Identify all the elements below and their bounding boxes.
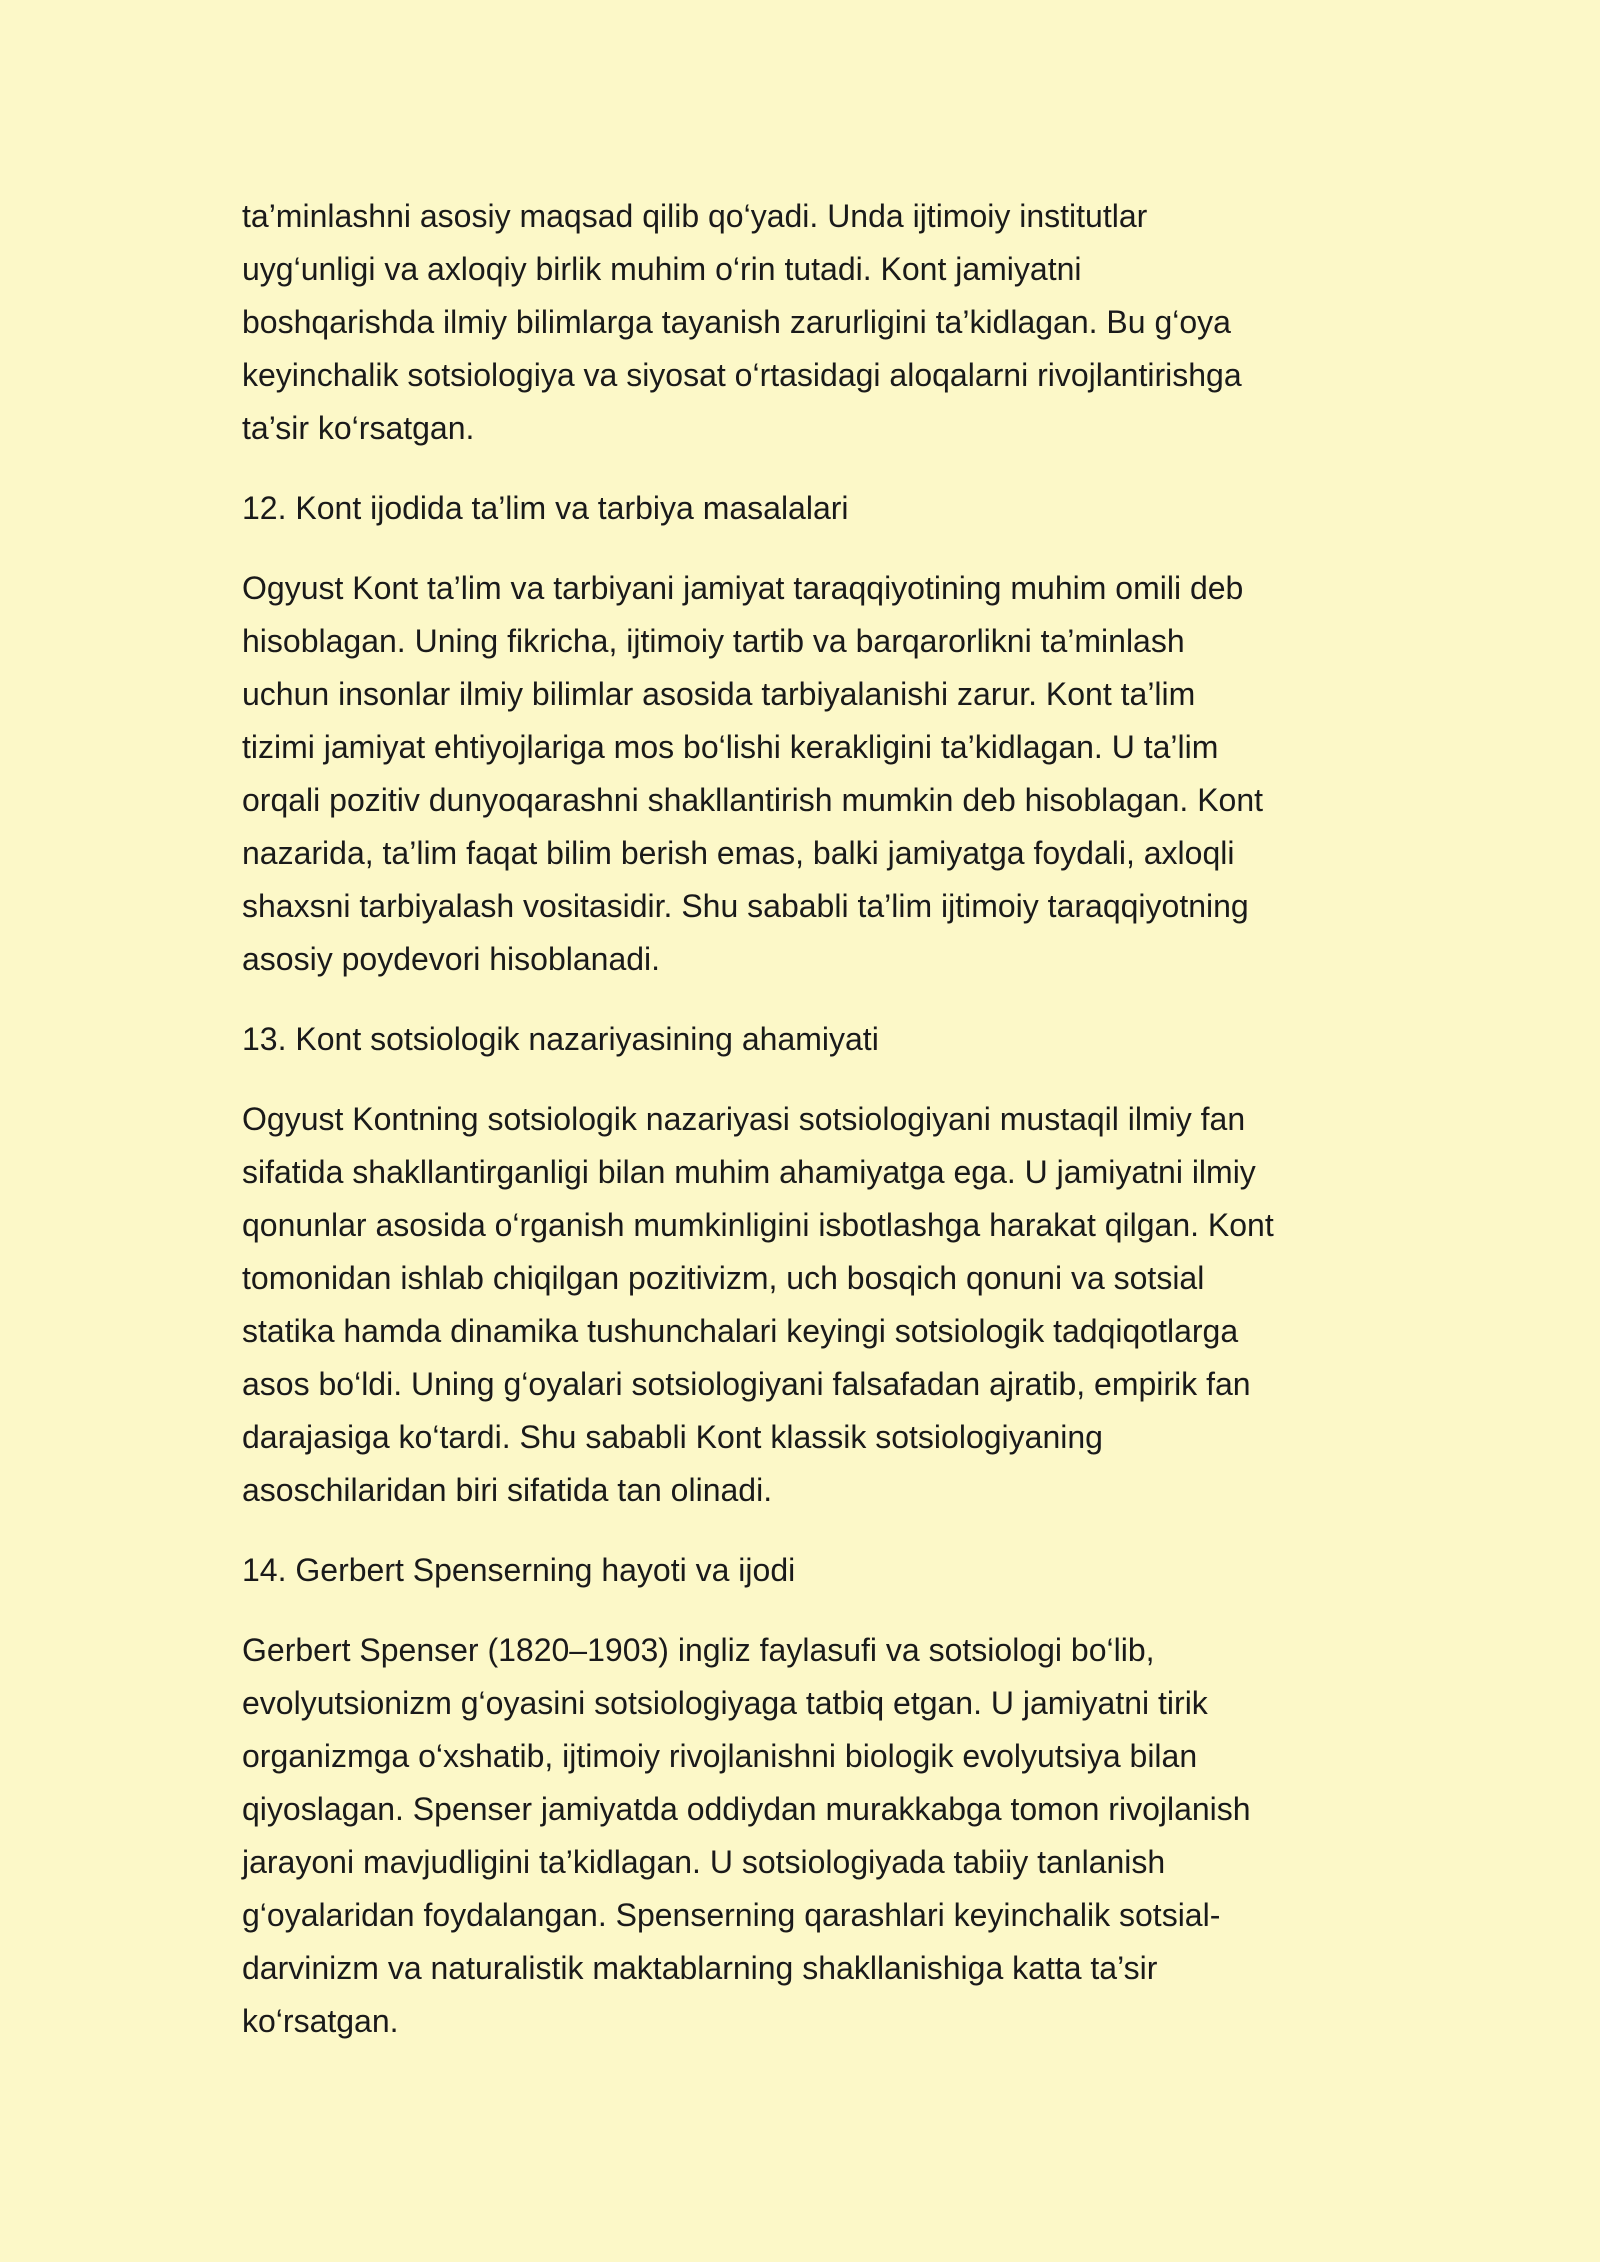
text-line: nazarida, ta’lim faqat bilim berish emas, balki jamiyatga foydali, axloqli	[242, 835, 1235, 871]
section-heading-14	[242, 1544, 1367, 1597]
text-line: qonunlar asosida o‘rganish mumkinligini isbotlashga harakat qilgan. Kont	[242, 1207, 1274, 1243]
heading-text: 12. Kont ijodida ta’lim va tarbiya masalalari	[242, 490, 849, 526]
text-line: ta’minlashni asosiy maqsad qilib qo‘yadi. Unda ijtimoiy institutlar	[242, 198, 1148, 234]
text-line: tomonidan ishlab chiqilgan pozitivizm, uch bosqich qonuni va sotsial	[242, 1260, 1205, 1296]
text-line: orqali pozitiv dunyoqarashni shakllantirish mumkin deb hisoblagan. Kont	[242, 782, 1264, 818]
heading-text: 13. Kont sotsiologik nazariyasining ahamiyati	[242, 1021, 879, 1057]
text-line: jarayoni mavjudligini ta’kidlagan. U sotsiologiyada tabiiy tanlanish	[242, 1844, 1166, 1880]
text-line: darvinizm va naturalistik maktablarning shakllanishiga katta ta’sir	[242, 1950, 1158, 1986]
text-line: Gerbert Spenser (1820–1903) ingliz faylasufi va sotsiologi bo‘lib,	[242, 1632, 1155, 1668]
text-line: qiyoslagan. Spenser jamiyatda oddiydan murakkabga tomon rivojlanish	[242, 1791, 1251, 1827]
text-line: darajasiga ko‘tardi. Shu sababli Kont klassik sotsiologiyaning	[242, 1419, 1103, 1455]
text-line: statika hamda dinamika tushunchalari keyingi sotsiologik tadqiqotlarga	[242, 1313, 1239, 1349]
document-body	[242, 190, 1367, 2075]
text-line: g‘oyalaridan foydalangan. Spenserning qarashlari keyinchalik sotsial-	[242, 1897, 1221, 1933]
text-line: keyinchalik sotsiologiya va siyosat o‘rtasidagi aloqalarni rivojlantirishga	[242, 357, 1242, 393]
text-line: asoschilaridan biri sifatida tan olinadi.	[242, 1472, 773, 1508]
section-heading-12	[242, 482, 1367, 535]
text-line: tizimi jamiyat ehtiyojlariga mos bo‘lishi kerakligini ta’kidlagan. U ta’lim	[242, 729, 1219, 765]
heading-text: 14. Gerbert Spenserning hayoti va ijodi	[242, 1552, 796, 1588]
text-line: boshqarishda ilmiy bilimlarga tayanish zarurligini ta’kidlagan. Bu g‘oya	[242, 304, 1231, 340]
text-line: uchun insonlar ilmiy bilimlar asosida tarbiyalanishi zarur. Kont ta’lim	[242, 676, 1196, 712]
text-line: uyg‘unligi va axloqiy birlik muhim o‘rin tutadi. Kont jamiyatni	[242, 251, 1082, 287]
text-line: organizmga o‘xshatib, ijtimoiy rivojlanishni biologik evolyutsiya bilan	[242, 1738, 1198, 1774]
paragraph-section-12	[242, 562, 1367, 986]
text-line: shaxsni tarbiyalash vositasidir. Shu sababli ta’lim ijtimoiy taraqqiyotning	[242, 888, 1249, 924]
text-line: evolyutsionizm g‘oyasini sotsiologiyaga tatbiq etgan. U jamiyatni tirik	[242, 1685, 1208, 1721]
text-line: sifatida shakllantirganligi bilan muhim ahamiyatga ega. U jamiyatni ilmiy	[242, 1154, 1256, 1190]
text-line: ta’sir ko‘rsatgan.	[242, 410, 475, 446]
text-line: Ogyust Kont ta’lim va tarbiyani jamiyat taraqqiyotining muhim omili deb	[242, 570, 1244, 606]
section-heading-13	[242, 1013, 1367, 1066]
text-line: Ogyust Kontning sotsiologik nazariyasi sotsiologiyani mustaqil ilmiy fan	[242, 1101, 1246, 1137]
paragraph-section-13	[242, 1093, 1367, 1517]
paragraph-section-14	[242, 1624, 1367, 2048]
text-line: asosiy poydevori hisoblanadi.	[242, 941, 661, 977]
paragraph-intro	[242, 190, 1367, 455]
text-line: asos bo‘ldi. Uning g‘oyalari sotsiologiyani falsafadan ajratib, empirik fan	[242, 1366, 1251, 1402]
text-line: hisoblagan. Uning fikricha, ijtimoiy tartib va barqarorlikni ta’minlash	[242, 623, 1185, 659]
text-line: ko‘rsatgan.	[242, 2003, 399, 2039]
